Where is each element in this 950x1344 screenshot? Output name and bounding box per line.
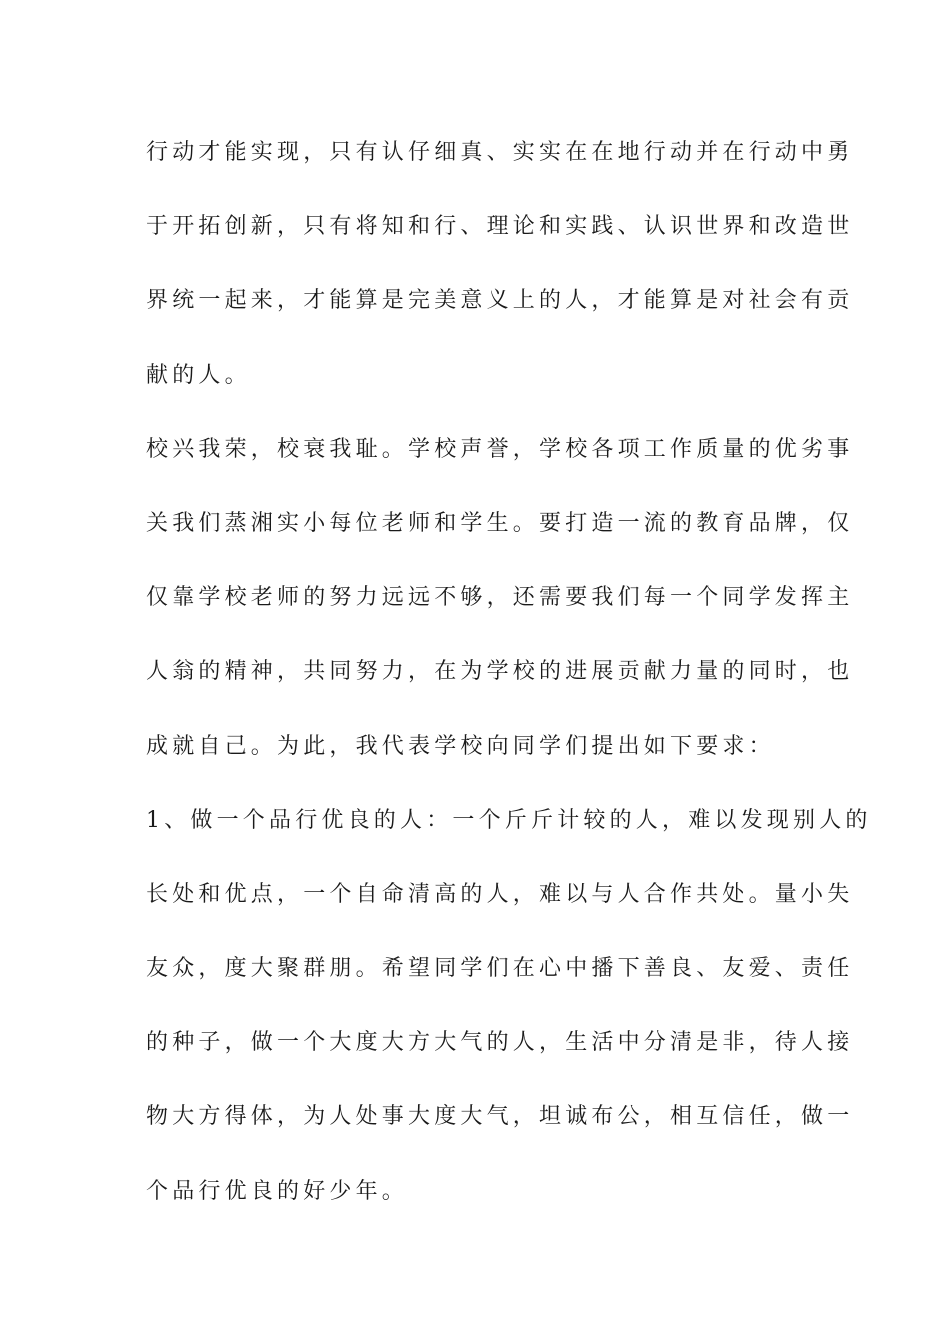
text-line: 个品行优良的好少年。	[146, 1178, 409, 1204]
text-line: 关我们蒸湘实小每位老师和学生。要打造一流的教育品牌，仅	[146, 510, 854, 536]
text-line: 友众，度大聚群朋。希望同学们在心中播下善良、友爱、责任	[146, 956, 854, 982]
text-line: 成就自己。为此，我代表学校向同学们提出如下要求：	[146, 733, 775, 759]
body-text	[146, 134, 872, 1247]
text-line: 人翁的精神，共同努力，在为学校的进展贡献力量的同时，也	[146, 659, 854, 685]
text-line: 1、做一个品行优良的人：一个斤斤计较的人，难以发现别人的	[146, 807, 872, 833]
text-line: 校兴我荣，校衰我耻。学校声誉，学校各项工作质量的优劣事	[146, 436, 854, 462]
text-line: 行动才能实现，只有认仔细真、实实在在地行动并在行动中勇	[146, 140, 854, 165]
text-line: 长处和优点，一个自命清高的人，难以与人合作共处。量小失	[146, 881, 854, 907]
text-line: 物大方得体，为人处事大度大气，坦诚布公，相互信任，做一	[146, 1104, 854, 1130]
text-line: 献的人。	[146, 362, 251, 388]
text-line: 界统一起来，才能算是完美意义上的人，才能算是对社会有贡	[146, 288, 854, 314]
text-line: 于开拓创新，只有将知和行、理论和实践、认识世界和改造世	[146, 214, 854, 240]
text-line: 的种子，做一个大度大方大气的人，生活中分清是非，待人接	[146, 1030, 854, 1056]
text-line: 仅靠学校老师的努力远远不够，还需要我们每一个同学发挥主	[146, 585, 854, 611]
